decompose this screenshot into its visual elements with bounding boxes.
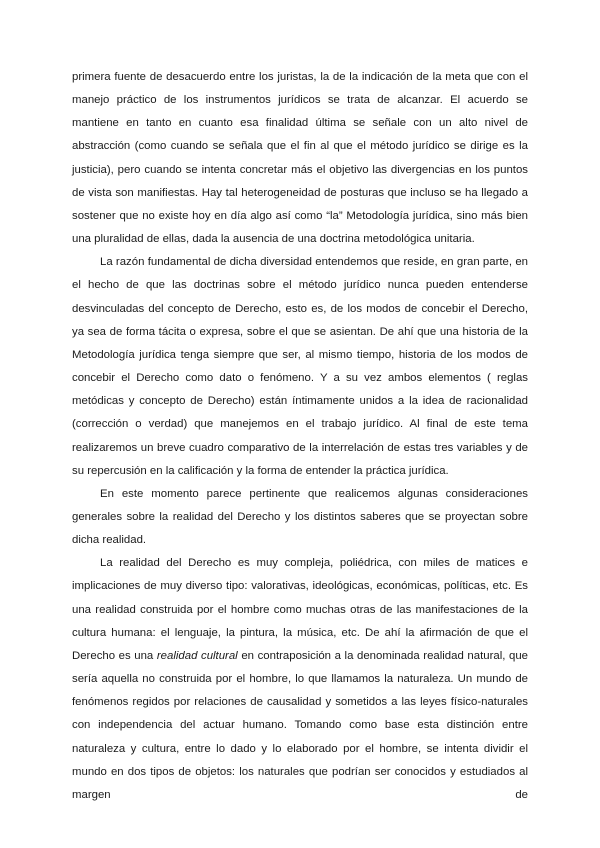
paragraph-1: primera fuente de desacuerdo entre los juristas, la de la indicación de la meta que con el manejo práctico de los instrumentos jurídicos se trata de alcanzar. El acuerdo se mantiene en tanto en cuanto esa finalidad última se señale con un alto nivel de abstracción (como cuando se señala que el fin al que el método jurídico se dirige es la justicia), pero cuando se intenta concretar más el objetivo las divergencias en los puntos de vista son manifiestas. Hay tal heterogeneidad de posturas que incluso se ha llegado a sostener que no existe hoy en día algo así como “la” Metodología jurídica, sino más bien una pluralidad de ellas, dada la ausencia de una doctrina metodológica unitaria. bbox=[72, 71, 528, 246]
paragraph-2: La razón fundamental de dicha diversidad entendemos que reside, en gran parte, en el hecho de que las doctrinas sobre el método jurídico nunca pueden entenderse desvinculadas del concepto de Derecho, esto es, de los modos de concebir el Derecho, ya sea de forma tácita o expresa, sobre el que se asientan. De ahí que una historia de la Metodología jurídica tenga siempre que ser, al mismo tiempo, historia de los modos de concebir el Derecho como dato o fenómeno. Y a su vez ambos elementos ( reglas metódicas y concepto de Derecho) están íntimamente unidos a la idea de racionalidad (corrección o verdad) que manejemos en el trabajo jurídico. Al final de este tema realizaremos un breve cuadro comparativo de la interrelación de estas tres variables y de su repercusión en la calificación y la forma de entender la práctica jurídica. bbox=[72, 256, 528, 477]
italic-term: realidad cultural bbox=[156, 649, 238, 662]
body-text bbox=[72, 66, 528, 807]
paragraph-4-part-1: La realidad del Derecho es muy compleja, poliédrica, con miles de matices e implicaciones de muy diverso tipo: valorativas, ideológicas, económicas, políticas, etc. Es una realidad construida por el hombre como muchas otras de las manifestaciones de la cultura humana: el lenguaje, la pintura, la música, etc. De ahí la afirmación de que el Derecho es una bbox=[72, 557, 528, 662]
paragraph-4-part-2: en contraposición a la denominada realidad natural, que sería aquella no construida por el hombre, lo que llamamos la naturaleza. Un mundo de fenómenos regidos por relaciones de causalidad y sometidos a las leyes físico-naturales con independencia del actuar humano. Tomando como base esta distinción entre naturaleza y cultura, entre lo dado y lo elaborado por el hombre, se intenta dividir el mundo en dos tipos de objetos: los naturales que podrían ser conocidos y estudiados al margen de bbox=[72, 649, 528, 801]
paragraph-3: En este momento parece pertinente que realicemos algunas consideraciones generales sobre la realidad del Derecho y los distintos saberes que se proyectan sobre dicha realidad. bbox=[72, 487, 528, 547]
paragraph-4 bbox=[72, 552, 528, 807]
